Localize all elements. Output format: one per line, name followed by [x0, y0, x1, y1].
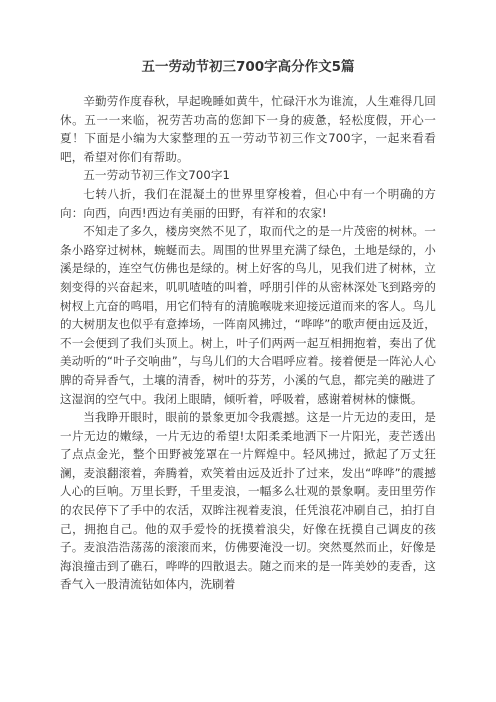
- body-paragraph: 七转八折，我们在混凝土的世界里穿梭着，但心中有一个明确的方向：向西，向西!西边有美丽的田野，有祥和的农家!: [60, 186, 436, 220]
- body-paragraph: 当我睁开眼时，眼前的景象更加令我震撼。这是一片无边的麦田，是一片无边的嫩绿，一片无边的希望!太阳柔柔地洒下一片阳光，麦芒透出了点点金光，整个田野被笼罩在一片辉煌中。轻风拂过，掀起了万丈狂澜，麦浪翻滚着，奔腾着，欢笑着由远及近扑了过来，发出“哗哗”的震撼人心的巨响。万里长野，千里麦浪，一幅多么壮观的景象啊。麦田里劳作的农民停下了手中的农活，双眸注视着麦浪，任凭浪花冲刷自己，拍打自己，拥抱自己。他的双手爱怜的抚摸着浪尖，好像在抚摸自己调皮的孩子。麦浪浩浩荡荡的滚滚而来，仿佛要淹没一切。突然戛然而止，好像是海浪撞击到了礁石，哗哗的四散退去。随之而来的是一阵美妙的麦香，这香气入一股清流钻如体内，洗刷着: [60, 410, 436, 592]
- body-paragraph: 不知走了多久，楼房突然不见了，取而代之的是一片茂密的树林。一条小路穿过树林，蜿蜒而去。周围的世界里充满了绿色，土地是绿的，小溪是绿的，连空气仿佛也是绿的。树上好客的鸟儿，见我们进了树林，立刻变得的兴奋起来，叽叽喳喳的叫着，呼朋引伴的从密林深处飞到路旁的树杈上亢奋的鸣唱，用它们特有的清脆喉咙来迎接远道而来的客人。鸟儿的大树朋友也似乎有意捧场，一阵南风拂过，“哗哗”的歌声便由远及近，不一会便到了我们头顶上。树上，叶子们两两一起互相拥抱着，奏出了优美动听的“叶子交响曲”，与鸟儿们的大合唱呼应着。接着便是一阵沁人心脾的奇异香气，土壤的清香，树叶的芬芳，小溪的气息，都完美的融进了这湿润的空气中。我闭上眼睛，倾听着，呼吸着，感谢着树林的慷慨。: [60, 224, 436, 406]
- document-title: 五一劳动节初三700字高分作文5篇: [141, 59, 355, 75]
- essay-heading: 五一劳动节初三作文700字1: [83, 168, 231, 183]
- intro-paragraph: 辛勤劳作度春秋，早起晚睡如黄牛，忙碌汗水为谁流，人生难得几回休。五一一来临，祝劳苦功高的您卸下一身的疲惫，轻松度假，开心一夏！下面是小编为大家整理的五一劳动节初三作文700字，一起来看看吧，希望对你们有帮助。: [60, 94, 436, 164]
